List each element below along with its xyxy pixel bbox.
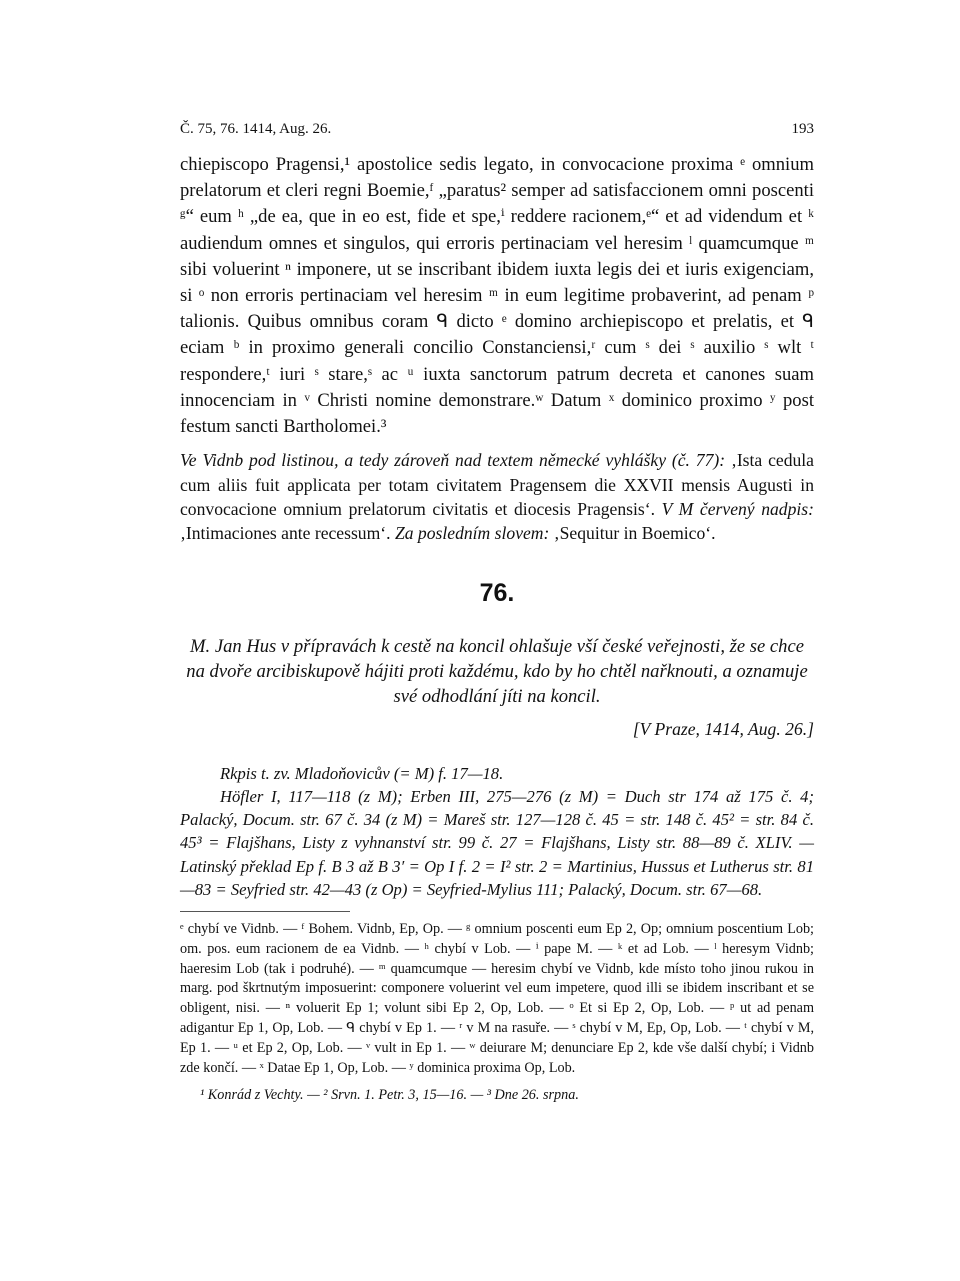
header-reference: Č. 75, 76. 1414, Aug. 26. — [180, 121, 332, 137]
footnotes: ¹ Konrád z Vechty. — ² Srvn. 1. Petr. 3, 15—16. — ³ Dne 26. srpna. — [200, 1087, 579, 1104]
critical-apparatus: ᵉ chybí ve Vidnb. — ᶠ Bohem. Vidnb, Ep, Op. — ᵍ omnium poscenti eum Ep 2, Op; omnium poscentium Lob; om. pos. eum racionem de ea Vidnb. — ʰ chybí v Lob. — ⁱ pape M. — ᵏ et ad Lob. — ˡ heresym Vidnb; haeresim Lob (tak i podruhé). — ᵐ quamcumque — heresim chybí ve Vidnb, kde místo toho jinou rukou in marg. pod škrtnutým imposuerint: componere voluerint vel eum impetere, quod illi se ibidem inscribant et se obligent, nisi. — ⁿ voluerit Ep 1; volunt sibi Ep 2, Op, Lob. — ᵒ Et si Ep 2, Op, Lob. — ᵖ ut ad penam adigantur Ep 1, Op, Lob. — ᑫ chybí v Ep 1. — ʳ v M na rasuře. — ˢ chybí v M, Ep, Op, Lob. — ᵗ chybí v M, Ep 1. — ᵘ et Ep 2, Op, Lob. — ᵛ vult in Ep 1. — ʷ deiurare M; denunciare Ep 2, kde vše další chybí; i Vidnb zde končí. — ˣ Datae Ep 1, Op, Lob. — ʸ dominica proxima Op, Lob. — [180, 921, 814, 1076]
note-quote-3: ‚Sequitur in Boemico‘. — [553, 523, 716, 544]
footnote-divider — [180, 911, 350, 912]
latin-text-continuation: chiepiscopo Pragensi,¹ apostolice sedis legato, in convocacione proxima ᵉ omnium prelatorum et cleri regni Boemie,ᶠ „paratus² semper ad satisfaccionem omni poscenti ᵍ“ eum ʰ „de ea, que in eo est, fide et spe,ⁱ reddere racionem,ᵉ“ et ad videndum et ᵏ audiendum omnes et singulos, qui erroris pertinaciam vel heresim ˡ quamcumque ᵐ sibi voluerint ⁿ imponere, ut se inscribant ibidem iuxta legis dei et iuris exigenciam, si ᵒ non erroris pertinaciam vel heresim ᵐ in eum legitime probaverint, ad penam ᵖ talionis. Quibus omnibus coram ᑫ dicto ᵉ domino archiepiscopo et prelatis, et ᑫ eciam ᵇ in proximo generali concilio Constanciensi,ʳ cum ˢ dei ˢ auxilio ˢ wlt ᵗ respondere,ᵗ iuri ˢ stare,ˢ ac ᵘ iuxta sanctorum patrum decreta et canones suam innocenciam in ᵛ Christi nomine demonstrare.ʷ Datum ˣ dominico proximo ʸ post festum sancti Bartholomei.³ — [180, 154, 814, 438]
note-quote-1: ‚Ista cedula cum aliis fuit applicata per totam civitatem Pragensem die XXVII mensis Augusti in convocacione omnium prelatorum civitatis et diocesis Pragensis‘. — [180, 450, 814, 520]
note-lead: Ve Vidnb pod listinou, a tedy zároveň nad textem německé vyhlášky (č. 77): — [180, 450, 731, 471]
document-number: 76. — [479, 578, 515, 607]
running-header — [180, 121, 814, 141]
bibliographic-references: Höfler I, 117—118 (z M); Erben III, 275—276 (z M) = Duch str 174 až 175 č. 4; Palacký, Docum. str. 67 č. 34 (z M) = Mareš str. 127—128 č. 45 = str. 148 č. 45² = str. 84 č. 45³ = Flajšhans, Listy z vyhnanství str. 99 č. 27 = Flajšhans, Listy str. 88—89 č. XLIV. — Latinský překlad Ep f. B 3 až B 3′ = Op I f. 2 = I² str. 2 = Martinius, Hussus et Lutherus str. 81—83 = Seyfried str. 42—43 (z Op) = Seyfried-Mylius 111; Palacký, Docum. str. 67—68. — [180, 787, 814, 899]
manuscript-source: Rkpis t. zv. Mladoňovicův (= M) f. 17—18. — [220, 763, 504, 783]
note-end: Za posledním slovem: — [394, 523, 554, 544]
page-number: 193 — [791, 121, 814, 137]
document-date: [V Praze, 1414, Aug. 26.] — [632, 718, 814, 739]
editorial-note — [180, 448, 814, 546]
note-mid: V M červený nadpis: — [661, 499, 814, 520]
note-quote-2: ‚Intimaciones ante recessum‘. — [180, 523, 395, 544]
document-title: M. Jan Hus v přípravách k cestě na koncil ohlašuje vší české veřejnosti, že se chce na dvoře arcibiskupově hájiti proti každému, kdo by ho chtěl nařknouti, a oznamuje své odhodlání jíti na koncil. — [186, 635, 808, 707]
page-body — [180, 152, 814, 1106]
